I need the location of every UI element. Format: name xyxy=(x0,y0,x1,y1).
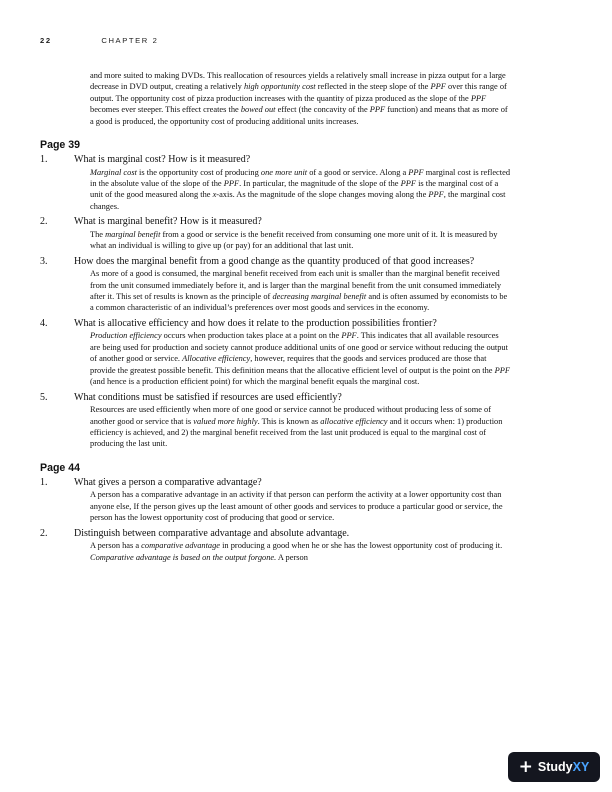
italic-text: high opportunity cost xyxy=(243,82,316,92)
text-run: . This indicates that all available resources are being used for production and society cannot produce additional units of one good or service without reducing the output of another good or service. xyxy=(90,331,508,364)
italic-text: Marginal cost xyxy=(90,167,137,177)
text-run: marginal cost is reflected in the absolute value of the slope of the xyxy=(90,167,511,189)
italic-text: PPF xyxy=(428,190,444,200)
text-run: is the opportunity cost of producing xyxy=(136,167,261,177)
text-run: , however, requires that the goods and services produced are those that provide the greatest possible benefit. This definition means that the allocative efficient level of output is the point on the xyxy=(90,354,495,375)
question-number: 3. xyxy=(40,255,48,267)
chapter-label: CHAPTER 2 xyxy=(101,36,159,45)
intro-paragraph xyxy=(90,70,510,127)
text-run: becomes ever steeper. This effect creates the xyxy=(90,105,241,115)
question xyxy=(40,528,510,541)
text-run: Resources are used efficiently when more of one good or service cannot be produced without producing less of some of another good or service that is xyxy=(90,405,492,426)
brand-name: StudyXY xyxy=(537,760,590,774)
answer-paragraph xyxy=(90,268,510,314)
question-text: How does the marginal benefit from a good change as the quantity produced of that good increases? xyxy=(74,255,475,267)
italic-text: PPF xyxy=(430,82,446,92)
answer-paragraph xyxy=(90,404,510,450)
question-number: 4. xyxy=(40,317,48,329)
answer-paragraph xyxy=(90,489,510,523)
answer-paragraph xyxy=(90,229,510,252)
text-run: and it occurs when: 1) production efficiency is achieved, and 2) the marginal benefit received from the last unit produced is equal to the marginal cost of producing the last unit. xyxy=(90,416,503,449)
plus-icon: + xyxy=(518,756,533,777)
text-run: of a good or service. Along a xyxy=(307,167,409,177)
italic-text: comparative advantage xyxy=(141,541,221,551)
italic-text: one more unit xyxy=(260,167,308,177)
italic-text: PPF xyxy=(494,365,510,375)
text-run: A person has a comparative advantage in an activity if that person can perform the activity at a lower opportunity cost than anyone else, If the person gives up the least amount of other goods and services to produce a particular good or service, the person has the lowest opportunity cost of producing that good or service. xyxy=(90,490,503,523)
question xyxy=(40,154,510,167)
question xyxy=(40,216,510,229)
question-text: What is marginal benefit? How is it measured? xyxy=(74,216,262,228)
text-run: effect (the concavity of the xyxy=(275,105,370,115)
italic-text: Production efficiency xyxy=(90,331,162,341)
italic-text: PPF xyxy=(223,179,240,189)
italic-text: bowed out xyxy=(240,105,276,115)
question-number: 2. xyxy=(40,216,48,228)
text-run: , the marginal cost changes. xyxy=(90,190,506,211)
text-run: function) and means that as more of a good is produced, the opportunity cost of producing additional units increases. xyxy=(90,105,508,126)
text-run: As more of a good is consumed, the marginal benefit received from each unit is smaller than the marginal benefit received from the unit consumed immediately before it, and is larger than the marginal benefit from the unit consumed immediately after it. This set of results is known as the principle of xyxy=(90,269,502,302)
question xyxy=(40,256,510,269)
text-run: is the marginal cost of a unit of the good measured along the xyxy=(90,179,499,200)
italic-text: PPF xyxy=(400,179,416,189)
italic-text: Comparative advantage is based on the output forgone. xyxy=(90,552,277,562)
text-run: (and hence is a production efficient point) for which the marginal benefit equals the marginal cost. xyxy=(90,377,420,387)
text-run: and more suited to making DVDs. This reallocation of resources yields a relatively small increase in pizza output for a large decrease in DVD output, creating a relatively xyxy=(90,71,506,92)
question-number: 5. xyxy=(40,391,48,403)
text-run: occurs when production takes place at a point on the xyxy=(161,331,342,341)
question-number: 2. xyxy=(40,527,48,539)
question xyxy=(40,318,510,331)
italic-text: marginal benefit xyxy=(105,229,161,239)
italic-text: decreasing marginal benefit xyxy=(272,292,367,302)
text-run: over this range of output. The opportunity cost of pizza production increases with the quantity of pizza produced as the slope of the xyxy=(90,82,507,103)
italic-text: PPF xyxy=(470,93,487,103)
question xyxy=(40,477,510,490)
page-number: 22 xyxy=(40,36,52,45)
text-run: . In particular, the magnitude of the slope of the xyxy=(239,179,401,189)
text-run: in producing a good when he or she has the lowest opportunity cost of producing it. xyxy=(220,541,503,551)
running-header xyxy=(40,36,158,45)
italic-text: valued more highly xyxy=(193,416,258,426)
italic-text: PPF xyxy=(369,105,386,115)
text-run: and is often assumed by economists to be a common characteristic of an individual’s preferences over most goods and services in the economy. xyxy=(90,292,508,313)
italic-text: PPF xyxy=(408,167,424,177)
question-text: What is marginal cost? How is it measured? xyxy=(74,154,251,166)
answer-paragraph xyxy=(90,167,510,213)
italic-text: Allocative efficiency xyxy=(182,354,251,364)
text-run: The xyxy=(90,229,106,239)
answer-paragraph xyxy=(90,330,510,387)
section-heading: Page 39 xyxy=(40,139,81,152)
studyxy-logo xyxy=(508,752,600,782)
question-number: 1. xyxy=(40,154,48,166)
question xyxy=(40,392,510,405)
page-body xyxy=(40,70,510,567)
text-run: A person has a xyxy=(90,541,142,551)
question-text: What conditions must be satisfied if resources are used efficiently? xyxy=(74,391,342,403)
text-run: from a good or service is the benefit received from consuming one more unit of it. It is measured by what an individual is willing to give up (or pay) for an additional that last unit. xyxy=(90,229,498,251)
text-run: -axis. As the magnitude of the slope changes moving along the xyxy=(216,190,429,200)
italic-text: x xyxy=(212,190,217,200)
question-text: Distinguish between comparative advantage and absolute advantage. xyxy=(74,527,350,539)
text-run: reflected in the steep slope of the xyxy=(315,82,431,92)
text-run: A person xyxy=(276,552,308,562)
answer-paragraph xyxy=(90,540,510,563)
question-number: 1. xyxy=(40,476,48,488)
italic-text: PPF xyxy=(341,331,357,341)
text-run: . This is known as xyxy=(257,416,321,426)
question-sections xyxy=(40,139,510,563)
question-text: What is allocative efficiency and how does it relate to the production possibilities frontier? xyxy=(74,317,437,329)
question-text: What gives a person a comparative advantage? xyxy=(74,476,262,488)
italic-text: allocative efficiency xyxy=(320,416,388,426)
section-heading: Page 44 xyxy=(40,461,81,474)
